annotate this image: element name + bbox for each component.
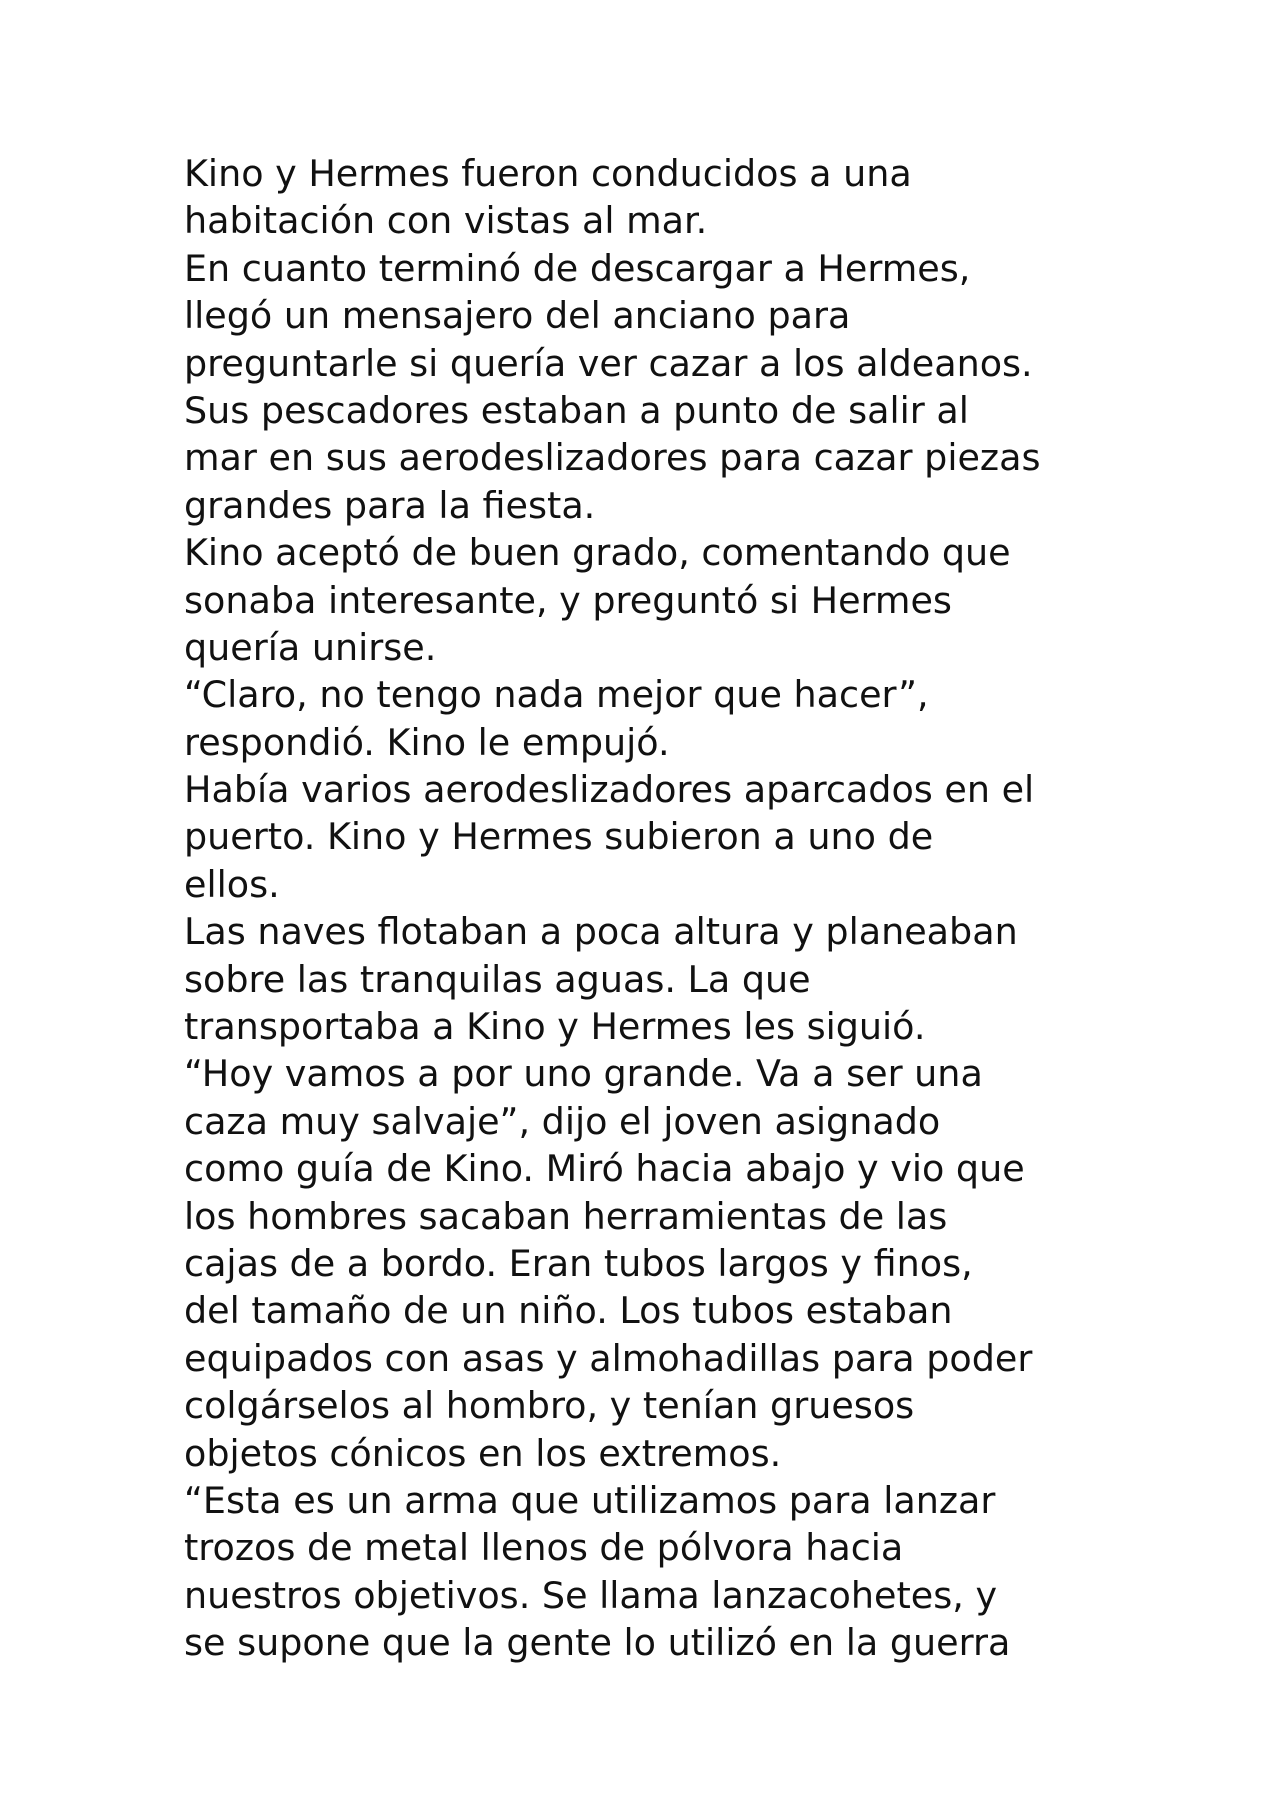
text-line: ellos. [184,862,280,906]
text-line: “Claro, no tengo nada mejor que hacer”, [184,673,929,717]
text-line: Sus pescadores estaban a punto de salir al [184,388,969,432]
text-line: Las naves flotaban a poca altura y planeaban [184,910,1018,954]
text-line: los hombres sacaban herramientas de las [184,1194,948,1238]
text-line: equipados con asas y almohadillas para poder [184,1336,1033,1380]
text-line: caza muy salvaje”, dijo el joven asignado [184,1099,941,1143]
text-line: como guía de Kino. Miró hacia abajo y vio que [184,1147,1025,1191]
text-line: colgárselos al hombro, y tenían gruesos [184,1384,915,1428]
text-line: grandes para la fiesta. [184,483,596,527]
text-line: mar en sus aerodeslizadores para cazar piezas [184,436,1041,480]
text-line: preguntarle si quería ver cazar a los aldeanos. [184,341,1033,385]
text-line: “Hoy vamos a por uno grande. Va a ser una [184,1052,983,1096]
text-line: objetos cónicos en los extremos. [184,1431,782,1475]
text-line: del tamaño de un niño. Los tubos estaban [184,1289,953,1333]
text-line: respondió. Kino le empujó. [184,720,670,764]
text-line: trozos de metal llenos de pólvora hacia [184,1526,904,1570]
text-line: “Esta es un arma que utilizamos para lanzar [184,1478,996,1522]
text-line: En cuanto terminó de descargar a Hermes, [184,246,971,290]
text-line: sobre las tranquilas aguas. La que [184,957,811,1001]
text-line: Había varios aerodeslizadores aparcados en el [184,768,1035,812]
text-line: puerto. Kino y Hermes subieron a uno de [184,815,934,859]
text-line: se supone que la gente lo utilizó en la guerra [184,1621,1011,1665]
text-line: sonaba interesante, y preguntó si Hermes [184,578,952,622]
text-line: Kino aceptó de buen grado, comentando que [184,531,1011,575]
text-line: Kino y Hermes fueron conducidos a una [184,152,912,195]
text-line: cajas de a bordo. Eran tubos largos y finos, [184,1241,973,1285]
body-text [184,150,1144,1667]
text-line: quería unirse. [184,625,437,669]
text-line: transportaba a Kino y Hermes les siguió. [184,1005,926,1049]
text-line: habitación con vistas al mar. [184,199,708,243]
text-line: nuestros objetivos. Se llama lanzacohetes, y [184,1573,998,1617]
text-line: llegó un mensajero del anciano para [184,294,851,338]
